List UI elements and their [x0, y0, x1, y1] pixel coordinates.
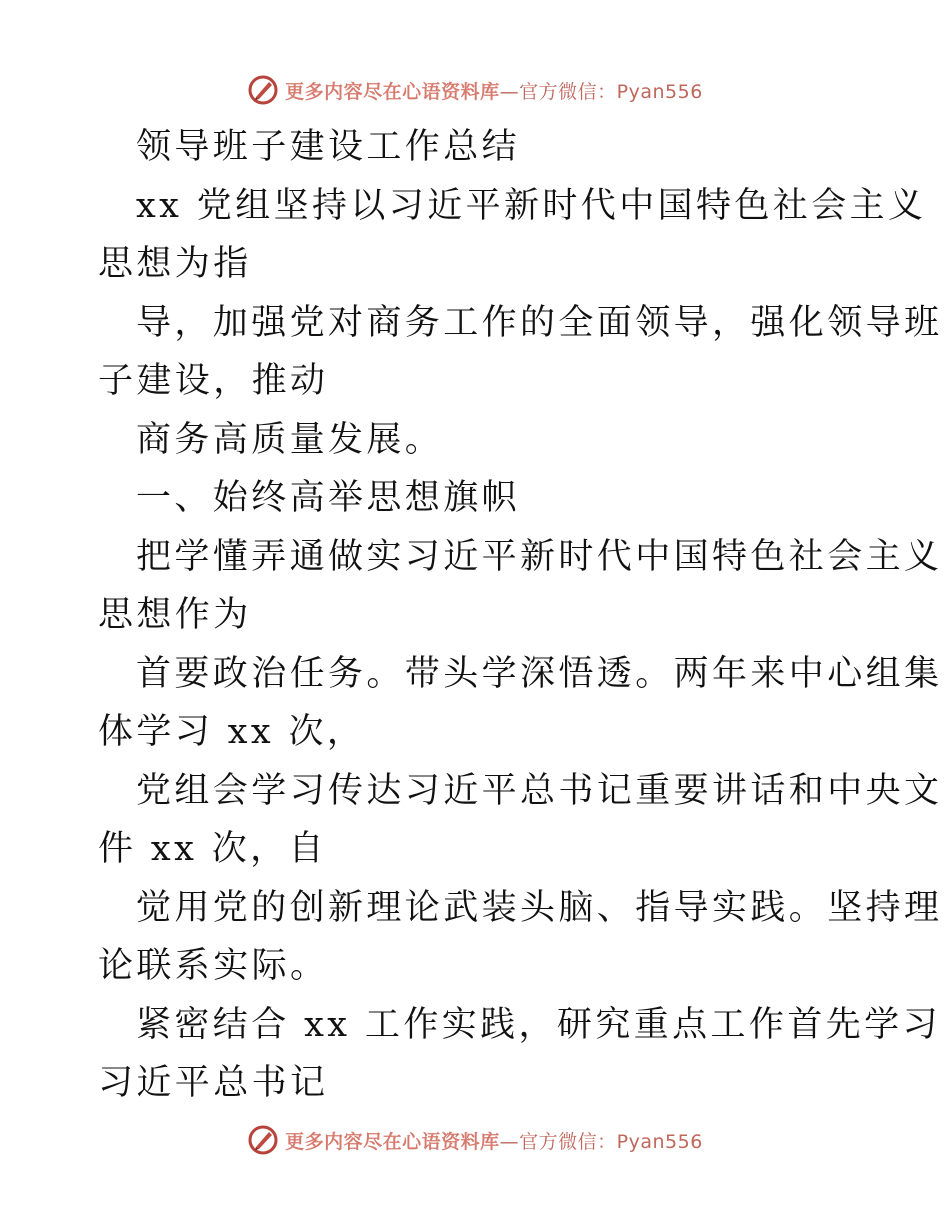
- watermark-contact: 官方微信：Pyan556: [519, 80, 703, 103]
- text-line: 首要政治任务。带头学深悟透。两年来中心组集: [136, 653, 943, 694]
- text-line: 觉用党的创新理论武装头脑、指导实践。坚持理: [136, 887, 943, 928]
- text-line: 子建设，推动: [98, 361, 329, 401]
- footer-watermark: [0, 1122, 950, 1158]
- text-line: 件 xx 次，自: [98, 829, 327, 869]
- quill-logo-icon: [247, 1124, 279, 1156]
- text-line: 思想作为: [98, 595, 252, 635]
- watermark-brand: 更多内容尽在心语资料库: [285, 1130, 500, 1153]
- text-line: 论联系实际。: [98, 946, 329, 986]
- text-line: 体学习 xx 次，: [98, 712, 366, 752]
- text-line: 党组会学习传达习近平总书记重要讲话和中央文: [136, 770, 943, 811]
- watermark-separator: —: [499, 80, 520, 103]
- watermark-contact: 官方微信：Pyan556: [519, 1130, 703, 1153]
- watermark-separator: —: [499, 1130, 520, 1153]
- text-line: 导，加强党对商务工作的全面领导，强化领导班: [136, 302, 943, 343]
- text-line: 习近平总书记: [98, 1063, 329, 1103]
- watermark-brand: 更多内容尽在心语资料库: [285, 80, 500, 103]
- section-heading: 一、始终高举思想旗帜: [136, 478, 521, 518]
- text-line: 思想为指: [98, 244, 252, 284]
- quill-logo-icon: [247, 74, 279, 106]
- text-line: 把学懂弄通做实习近平新时代中国特色社会主义: [136, 536, 943, 577]
- header-watermark: [0, 72, 950, 108]
- text-line: 紧密结合 xx 工作实践，研究重点工作首先学习: [136, 1004, 941, 1045]
- doc-title: 领导班子建设工作总结: [136, 127, 521, 167]
- document-body: [98, 118, 943, 1113]
- text-line: 商务高质量发展。: [136, 419, 444, 460]
- text-line: xx 党组坚持以习近平新时代中国特色社会主义: [136, 185, 927, 226]
